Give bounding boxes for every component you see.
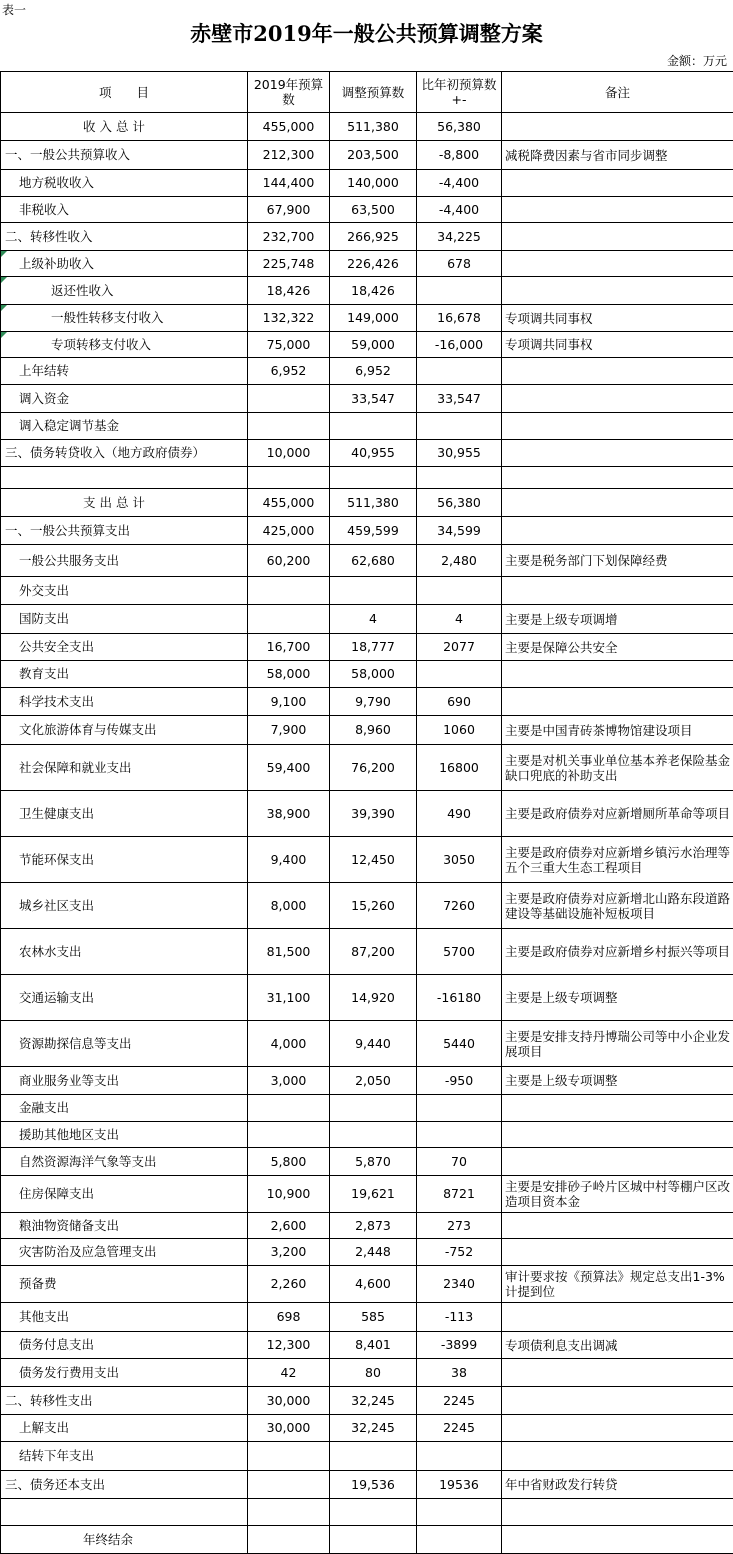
row-note: 主要是税务部门下划保障经费 <box>502 545 733 577</box>
row-item-name: 自然资源海洋气象等支出 <box>1 1148 248 1176</box>
row-item-name: 三、债务转贷收入（地方政府债券） <box>1 440 248 467</box>
row-item-name: 交通运输支出 <box>1 975 248 1021</box>
row-item-name: 社会保障和就业支出 <box>1 745 248 791</box>
row-item-name: 结转下年支出 <box>1 1442 248 1471</box>
row-adjusted-budget: 585 <box>330 1303 417 1332</box>
row-note <box>502 413 733 440</box>
row-change: 38 <box>417 1359 502 1387</box>
table-row <box>1 605 733 634</box>
row-item-name: 债务发行费用支出 <box>1 1359 248 1387</box>
table-row <box>1 1471 733 1499</box>
row-note: 主要是上级专项调整 <box>502 975 733 1021</box>
row-item-name: 上年结转 <box>1 358 248 385</box>
row-adjusted-budget: 8,401 <box>330 1332 417 1359</box>
table-row <box>1 975 733 1021</box>
row-change: -950 <box>417 1067 502 1095</box>
table-row <box>1 716 733 745</box>
row-original-budget: 59,400 <box>248 745 330 791</box>
table-row <box>1 837 733 883</box>
row-original-budget <box>248 467 330 489</box>
row-note <box>502 251 733 277</box>
row-item-name: 地方税收收入 <box>1 170 248 197</box>
table-row <box>1 277 733 305</box>
row-original-budget: 3,200 <box>248 1239 330 1266</box>
row-item-name: 公共安全支出 <box>1 634 248 661</box>
table-row <box>1 170 733 197</box>
row-item-name: 资源勘探信息等支出 <box>1 1021 248 1067</box>
table-row <box>1 1303 733 1332</box>
table-row <box>1 413 733 440</box>
row-note: 专项债利息支出调减 <box>502 1332 733 1359</box>
row-original-budget <box>248 1122 330 1148</box>
row-original-budget: 3,000 <box>248 1067 330 1095</box>
table-row <box>1 1067 733 1095</box>
table-row <box>1 1122 733 1148</box>
header-change: 比年初预算数+- <box>417 72 502 113</box>
row-item-name: 支 出 总 计 <box>1 489 248 517</box>
row-adjusted-budget: 19,621 <box>330 1176 417 1213</box>
row-original-budget: 12,300 <box>248 1332 330 1359</box>
row-note: 主要是中国青砖茶博物馆建设项目 <box>502 716 733 745</box>
row-original-budget: 67,900 <box>248 197 330 223</box>
row-adjusted-budget: 33,547 <box>330 385 417 413</box>
unit-label: 金额：万元 <box>667 52 727 69</box>
row-adjusted-budget: 511,380 <box>330 113 417 141</box>
row-note <box>502 1359 733 1387</box>
row-change: 2077 <box>417 634 502 661</box>
row-original-budget: 30,000 <box>248 1415 330 1442</box>
row-note: 主要是上级专项调整 <box>502 1067 733 1095</box>
table-row <box>1 1021 733 1067</box>
row-item-name: 卫生健康支出 <box>1 791 248 837</box>
row-note: 主要是政府债券对应新增乡村振兴等项目 <box>502 929 733 975</box>
row-original-budget: 30,000 <box>248 1387 330 1415</box>
header-adjusted-budget: 调整预算数 <box>330 72 417 113</box>
row-note <box>502 1387 733 1415</box>
table-row <box>1 1332 733 1359</box>
row-adjusted-budget <box>330 413 417 440</box>
row-original-budget: 7,900 <box>248 716 330 745</box>
table-row <box>1 929 733 975</box>
row-item-name: 一、一般公共预算收入 <box>1 141 248 170</box>
row-original-budget: 144,400 <box>248 170 330 197</box>
row-change: 34,225 <box>417 223 502 251</box>
row-note <box>502 1213 733 1239</box>
row-change: -113 <box>417 1303 502 1332</box>
page-title: 赤壁市2019年一般公共预算调整方案 <box>0 18 733 48</box>
row-change <box>417 277 502 305</box>
row-note: 主要是政府债券对应新增北山路东段道路建设等基础设施补短板项目 <box>502 883 733 929</box>
table-tag: 表一 <box>2 1 26 18</box>
row-change: -752 <box>417 1239 502 1266</box>
row-change: 5440 <box>417 1021 502 1067</box>
row-change: -16,000 <box>417 332 502 358</box>
row-item-name: 上级补助收入 <box>1 251 248 277</box>
row-change: 2245 <box>417 1415 502 1442</box>
table-row <box>1 545 733 577</box>
row-note <box>502 1415 733 1442</box>
row-item-name: 农林水支出 <box>1 929 248 975</box>
row-change: -4,400 <box>417 170 502 197</box>
row-change: 30,955 <box>417 440 502 467</box>
table-row <box>1 1415 733 1442</box>
row-adjusted-budget <box>330 1526 417 1554</box>
table-row <box>1 1526 733 1554</box>
budget-table <box>0 71 733 1554</box>
row-original-budget <box>248 605 330 634</box>
row-original-budget: 2,260 <box>248 1266 330 1303</box>
row-note: 减税降费因素与省市同步调整 <box>502 141 733 170</box>
row-original-budget: 60,200 <box>248 545 330 577</box>
row-original-budget: 18,426 <box>248 277 330 305</box>
table-row <box>1 305 733 332</box>
row-change: 1060 <box>417 716 502 745</box>
row-adjusted-budget: 80 <box>330 1359 417 1387</box>
table-row <box>1 113 733 141</box>
row-adjusted-budget: 32,245 <box>330 1387 417 1415</box>
row-adjusted-budget: 4 <box>330 605 417 634</box>
row-note <box>502 385 733 413</box>
table-row <box>1 1176 733 1213</box>
row-original-budget: 455,000 <box>248 489 330 517</box>
row-original-budget <box>248 1526 330 1554</box>
table-row <box>1 332 733 358</box>
row-original-budget <box>248 1471 330 1499</box>
row-note: 主要是政府债券对应新增乡镇污水治理等五个三重大生态工程项目 <box>502 837 733 883</box>
row-original-budget: 455,000 <box>248 113 330 141</box>
table-row <box>1 1359 733 1387</box>
row-adjusted-budget: 9,440 <box>330 1021 417 1067</box>
row-original-budget <box>248 1442 330 1471</box>
row-original-budget: 698 <box>248 1303 330 1332</box>
row-note: 专项调共同事权 <box>502 305 733 332</box>
row-change: 70 <box>417 1148 502 1176</box>
row-note <box>502 440 733 467</box>
row-change: 33,547 <box>417 385 502 413</box>
row-note <box>502 1442 733 1471</box>
table-row <box>1 1095 733 1122</box>
row-item-name: 援助其他地区支出 <box>1 1122 248 1148</box>
table-row <box>1 1442 733 1471</box>
table-row <box>1 661 733 688</box>
row-original-budget: 58,000 <box>248 661 330 688</box>
row-adjusted-budget: 19,536 <box>330 1471 417 1499</box>
row-change: 2245 <box>417 1387 502 1415</box>
table-row <box>1 577 733 605</box>
row-adjusted-budget: 226,426 <box>330 251 417 277</box>
row-original-budget: 75,000 <box>248 332 330 358</box>
row-item-name <box>1 1499 248 1526</box>
row-original-budget: 10,900 <box>248 1176 330 1213</box>
table-row <box>1 1499 733 1526</box>
row-item-name: 科学技术支出 <box>1 688 248 716</box>
row-adjusted-budget: 59,000 <box>330 332 417 358</box>
row-adjusted-budget: 4,600 <box>330 1266 417 1303</box>
table-row <box>1 1148 733 1176</box>
table-row <box>1 745 733 791</box>
row-adjusted-budget: 14,920 <box>330 975 417 1021</box>
row-adjusted-budget <box>330 1499 417 1526</box>
row-change: 7260 <box>417 883 502 929</box>
row-original-budget: 8,000 <box>248 883 330 929</box>
row-change <box>417 1095 502 1122</box>
row-item-name: 国防支出 <box>1 605 248 634</box>
row-original-budget: 425,000 <box>248 517 330 545</box>
row-original-budget: 4,000 <box>248 1021 330 1067</box>
row-adjusted-budget: 15,260 <box>330 883 417 929</box>
row-change: 34,599 <box>417 517 502 545</box>
row-adjusted-budget: 63,500 <box>330 197 417 223</box>
row-adjusted-budget <box>330 1095 417 1122</box>
table-row <box>1 489 733 517</box>
row-adjusted-budget: 140,000 <box>330 170 417 197</box>
row-note <box>502 577 733 605</box>
row-note <box>502 1303 733 1332</box>
row-change: -3899 <box>417 1332 502 1359</box>
row-note <box>502 1526 733 1554</box>
row-item-name: 住房保障支出 <box>1 1176 248 1213</box>
row-item-name: 预备费 <box>1 1266 248 1303</box>
row-note <box>502 170 733 197</box>
row-item-name: 一、一般公共预算支出 <box>1 517 248 545</box>
row-adjusted-budget: 511,380 <box>330 489 417 517</box>
table-row <box>1 141 733 170</box>
row-original-budget <box>248 577 330 605</box>
row-item-name: 二、转移性支出 <box>1 1387 248 1415</box>
row-original-budget: 16,700 <box>248 634 330 661</box>
row-item-name: 文化旅游体育与传媒支出 <box>1 716 248 745</box>
row-original-budget: 9,100 <box>248 688 330 716</box>
row-adjusted-budget: 2,050 <box>330 1067 417 1095</box>
row-original-budget: 225,748 <box>248 251 330 277</box>
row-item-name: 返还性收入 <box>1 277 248 305</box>
row-note <box>502 1095 733 1122</box>
row-original-budget: 212,300 <box>248 141 330 170</box>
table-row <box>1 467 733 489</box>
row-note <box>502 517 733 545</box>
table-row <box>1 1266 733 1303</box>
row-original-budget: 132,322 <box>248 305 330 332</box>
table-row <box>1 688 733 716</box>
row-change <box>417 467 502 489</box>
row-adjusted-budget: 2,873 <box>330 1213 417 1239</box>
row-adjusted-budget: 6,952 <box>330 358 417 385</box>
row-note: 主要是安排砂子岭片区城中村等棚户区改造项目资本金 <box>502 1176 733 1213</box>
row-item-name: 上解支出 <box>1 1415 248 1442</box>
row-adjusted-budget: 266,925 <box>330 223 417 251</box>
row-note: 主要是上级专项调增 <box>502 605 733 634</box>
row-item-name: 三、债务还本支出 <box>1 1471 248 1499</box>
row-change <box>417 661 502 688</box>
row-change: 678 <box>417 251 502 277</box>
row-change: 273 <box>417 1213 502 1239</box>
row-original-budget <box>248 1499 330 1526</box>
row-note <box>502 1148 733 1176</box>
header-item: 项 目 <box>1 72 248 113</box>
row-adjusted-budget: 2,448 <box>330 1239 417 1266</box>
row-change <box>417 413 502 440</box>
row-change <box>417 1122 502 1148</box>
row-adjusted-budget <box>330 577 417 605</box>
row-item-name: 其他支出 <box>1 1303 248 1332</box>
row-change: 490 <box>417 791 502 837</box>
row-item-name: 粮油物资储备支出 <box>1 1213 248 1239</box>
row-adjusted-budget <box>330 1122 417 1148</box>
row-adjusted-budget: 9,790 <box>330 688 417 716</box>
row-adjusted-budget: 5,870 <box>330 1148 417 1176</box>
row-note <box>502 688 733 716</box>
row-note: 年中省财政发行转贷 <box>502 1471 733 1499</box>
row-note <box>502 661 733 688</box>
row-change: 8721 <box>417 1176 502 1213</box>
row-note <box>502 1239 733 1266</box>
row-item-name: 外交支出 <box>1 577 248 605</box>
table-row <box>1 1239 733 1266</box>
row-adjusted-budget: 62,680 <box>330 545 417 577</box>
row-item-name: 债务付息支出 <box>1 1332 248 1359</box>
row-item-name: 教育支出 <box>1 661 248 688</box>
row-change: 2,480 <box>417 545 502 577</box>
table-row <box>1 634 733 661</box>
row-note <box>502 1499 733 1526</box>
row-note: 专项调共同事权 <box>502 332 733 358</box>
row-original-budget: 5,800 <box>248 1148 330 1176</box>
row-adjusted-budget: 8,960 <box>330 716 417 745</box>
row-original-budget: 2,600 <box>248 1213 330 1239</box>
row-original-budget <box>248 1095 330 1122</box>
table-row <box>1 1387 733 1415</box>
row-adjusted-budget: 87,200 <box>330 929 417 975</box>
row-original-budget: 38,900 <box>248 791 330 837</box>
row-adjusted-budget: 18,426 <box>330 277 417 305</box>
row-item-name: 专项转移支付收入 <box>1 332 248 358</box>
row-adjusted-budget: 40,955 <box>330 440 417 467</box>
table-row <box>1 358 733 385</box>
row-change: 16,678 <box>417 305 502 332</box>
header-note: 备注 <box>502 72 733 113</box>
table-row <box>1 251 733 277</box>
row-change <box>417 1499 502 1526</box>
row-item-name: 调入资金 <box>1 385 248 413</box>
row-item-name: 收 入 总 计 <box>1 113 248 141</box>
row-adjusted-budget <box>330 1442 417 1471</box>
row-change: -16180 <box>417 975 502 1021</box>
header-row <box>1 72 733 113</box>
header-original-budget: 2019年预算数 <box>248 72 330 113</box>
row-note <box>502 197 733 223</box>
row-change: 4 <box>417 605 502 634</box>
row-adjusted-budget: 203,500 <box>330 141 417 170</box>
row-change: 56,380 <box>417 489 502 517</box>
row-original-budget: 6,952 <box>248 358 330 385</box>
row-change <box>417 1442 502 1471</box>
table-row <box>1 385 733 413</box>
table-row <box>1 1213 733 1239</box>
row-adjusted-budget: 149,000 <box>330 305 417 332</box>
row-item-name: 非税收入 <box>1 197 248 223</box>
row-item-name: 节能环保支出 <box>1 837 248 883</box>
row-item-name: 年终结余 <box>1 1526 248 1554</box>
row-change <box>417 1526 502 1554</box>
row-change: 19536 <box>417 1471 502 1499</box>
table-row <box>1 440 733 467</box>
table-row <box>1 517 733 545</box>
row-adjusted-budget <box>330 467 417 489</box>
row-item-name: 商业服务业等支出 <box>1 1067 248 1095</box>
row-adjusted-budget: 18,777 <box>330 634 417 661</box>
row-note: 主要是保障公共安全 <box>502 634 733 661</box>
row-note: 主要是对机关事业单位基本养老保险基金缺口兜底的补助支出 <box>502 745 733 791</box>
row-item-name: 调入稳定调节基金 <box>1 413 248 440</box>
row-change <box>417 577 502 605</box>
row-item-name: 金融支出 <box>1 1095 248 1122</box>
table-row <box>1 883 733 929</box>
row-original-budget: 31,100 <box>248 975 330 1021</box>
row-note <box>502 277 733 305</box>
table-row <box>1 197 733 223</box>
row-item-name <box>1 467 248 489</box>
row-adjusted-budget: 459,599 <box>330 517 417 545</box>
row-adjusted-budget: 76,200 <box>330 745 417 791</box>
row-original-budget <box>248 385 330 413</box>
row-change <box>417 358 502 385</box>
row-note: 主要是政府债券对应新增厕所革命等项目 <box>502 791 733 837</box>
row-change: -8,800 <box>417 141 502 170</box>
row-original-budget: 81,500 <box>248 929 330 975</box>
row-original-budget: 42 <box>248 1359 330 1387</box>
row-adjusted-budget: 12,450 <box>330 837 417 883</box>
row-change: 5700 <box>417 929 502 975</box>
row-note <box>502 1122 733 1148</box>
row-note <box>502 467 733 489</box>
row-item-name: 城乡社区支出 <box>1 883 248 929</box>
row-adjusted-budget: 58,000 <box>330 661 417 688</box>
row-original-budget <box>248 413 330 440</box>
row-change: 3050 <box>417 837 502 883</box>
row-original-budget: 232,700 <box>248 223 330 251</box>
row-note <box>502 489 733 517</box>
row-note <box>502 358 733 385</box>
row-adjusted-budget: 32,245 <box>330 1415 417 1442</box>
row-note <box>502 113 733 141</box>
row-note: 主要是安排支持丹博瑞公司等中小企业发展项目 <box>502 1021 733 1067</box>
row-change: 2340 <box>417 1266 502 1303</box>
row-change: 16800 <box>417 745 502 791</box>
row-item-name: 灾害防治及应急管理支出 <box>1 1239 248 1266</box>
row-original-budget: 9,400 <box>248 837 330 883</box>
row-item-name: 一般公共服务支出 <box>1 545 248 577</box>
row-item-name: 一般性转移支付收入 <box>1 305 248 332</box>
table-row <box>1 791 733 837</box>
row-note <box>502 223 733 251</box>
row-adjusted-budget: 39,390 <box>330 791 417 837</box>
row-item-name: 二、转移性收入 <box>1 223 248 251</box>
row-note: 审计要求按《预算法》规定总支出1-3%计提到位 <box>502 1266 733 1303</box>
table-row <box>1 223 733 251</box>
row-change: 690 <box>417 688 502 716</box>
row-change: -4,400 <box>417 197 502 223</box>
row-original-budget: 10,000 <box>248 440 330 467</box>
row-change: 56,380 <box>417 113 502 141</box>
table-body <box>1 113 733 1554</box>
